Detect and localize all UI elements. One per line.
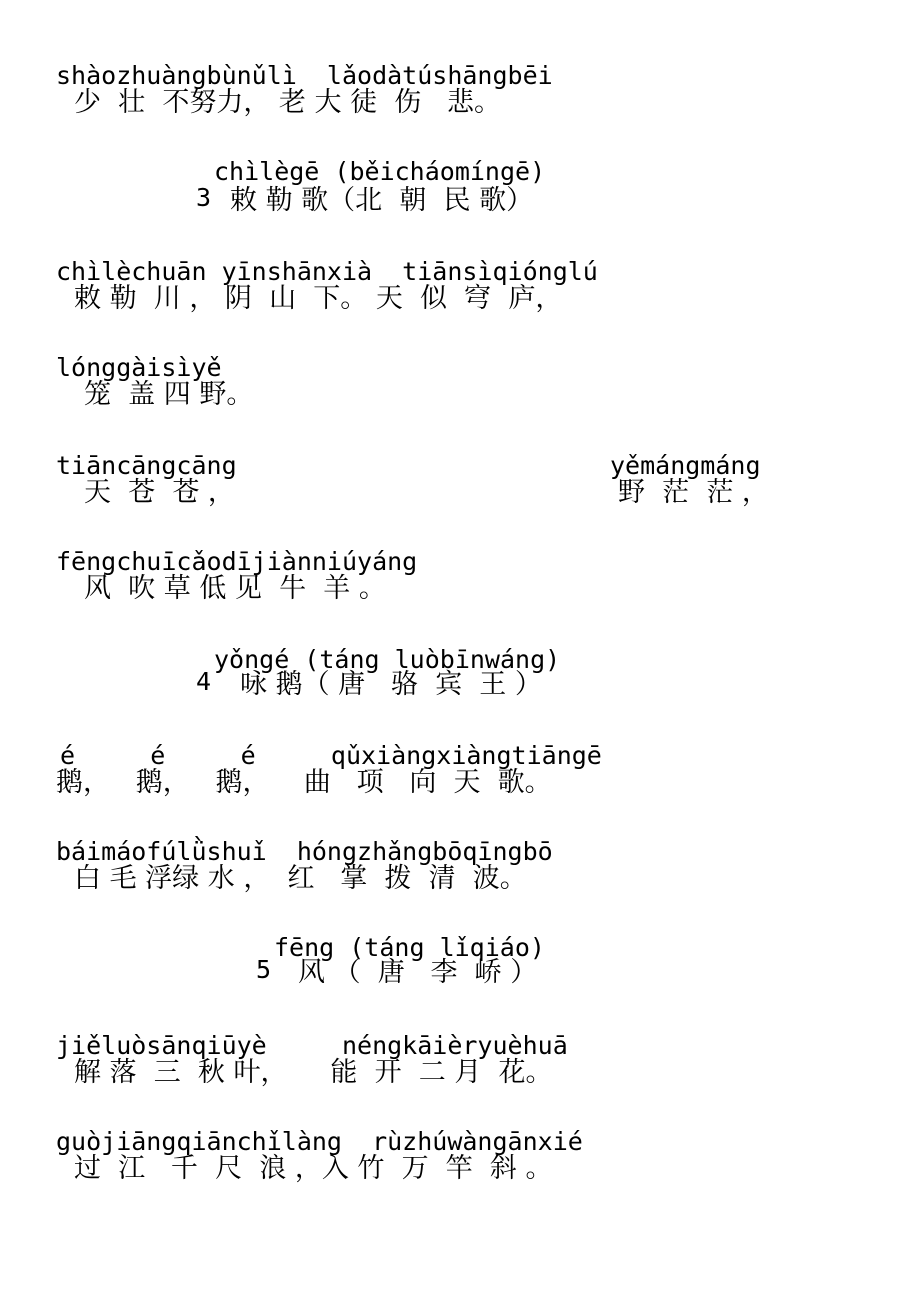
hanzi-text: 白 毛 浮绿 水 ， 红 掌 拨 清 波。 [74, 863, 527, 894]
poem-number: 3 [196, 183, 212, 212]
pinyin-text: chìlèchuān yīnshānxià tiānsìqiónglú [56, 257, 598, 286]
hanzi-text: 敕 勒 歌（北 朝 民 歌） [230, 185, 534, 216]
hanzi-text: 风 吹 草 低 见 牛 羊 。 [84, 573, 386, 604]
poem-number: 4 [196, 667, 212, 696]
hanzi-text: 天 苍 苍 ， [84, 477, 235, 508]
hanzi-text: 敕 勒 川 ， 阴 山 下。 天 似 穹 庐， [74, 283, 563, 314]
hanzi-text: 笼 盖 四 野。 [84, 379, 254, 410]
poem-number: 5 [256, 955, 272, 984]
hanzi-text: 咏 鹅（ 唐 骆 宾 王 ） [240, 669, 542, 700]
pinyin-text: chìlègē (běicháomíngē) [214, 157, 546, 186]
pinyin-text: jiěluòsānqiūyè néngkāièryuèhuā [56, 1031, 568, 1060]
hanzi-text: 野 茫 茫 ， [618, 477, 769, 508]
hanzi-text: 过 江 千 尺 浪 ，入 竹 万 竿 斜 。 [74, 1153, 553, 1184]
pinyin-text: yǒngé (táng luòbīnwáng) [214, 645, 561, 674]
pinyin-text: fēngchuīcǎodījiànniúyáng [56, 547, 418, 576]
pinyin-text: é é é qǔxiàngxiàngtiāngē [60, 741, 602, 770]
pinyin-text: shàozhuàngbùnǔlì lǎodàtúshāngbēi [56, 61, 553, 90]
pinyin-text: báimáofúlǜshuǐ hóngzhǎngbōqīngbō [56, 837, 553, 866]
pinyin-text: fēng (táng lǐqiáo) [274, 933, 545, 962]
pinyin-text: guòjiāngqiānchǐlàng rùzhúwàngānxié [56, 1127, 583, 1156]
pinyin-text: yěmángmáng [610, 451, 761, 480]
pinyin-text: tiāncāngcāng [56, 451, 237, 480]
hanzi-text: 解 落 三 秋 叶， 能 开 二 月 花。 [74, 1057, 553, 1088]
hanzi-text: 风 （ 唐 李 峤 ） [298, 957, 538, 988]
hanzi-text: 少 壮 不努力， 老 大 徒 伤 悲。 [74, 87, 501, 118]
pinyin-text: lónggàisìyě [56, 353, 222, 382]
hanzi-text: 鹅， 鹅， 鹅， 曲 项 向 天 歌。 [56, 767, 552, 798]
